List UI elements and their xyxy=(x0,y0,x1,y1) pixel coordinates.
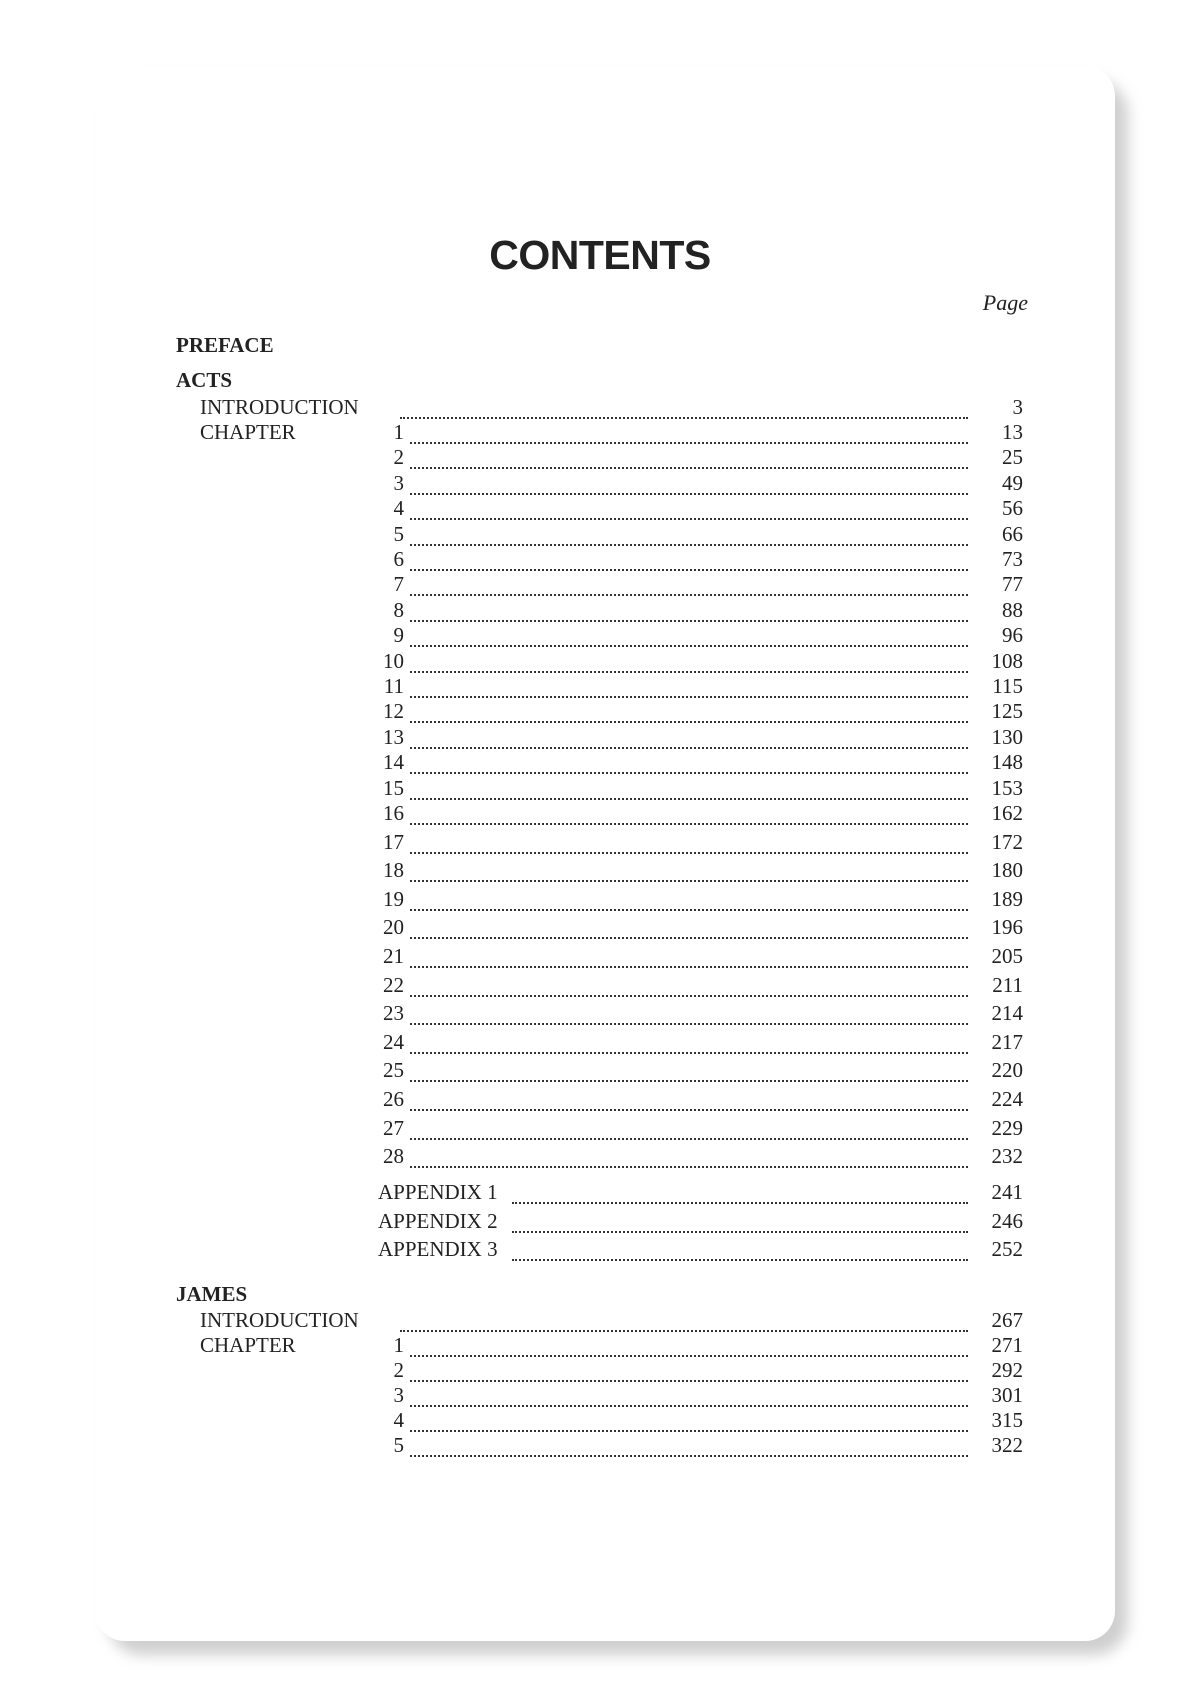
dot-leader xyxy=(410,674,968,698)
chapter-row xyxy=(0,1383,1200,1409)
chapter-row xyxy=(0,522,1200,548)
chapter-row xyxy=(0,776,1200,802)
dot-leader xyxy=(410,1383,968,1407)
acts-introduction-page: 3 xyxy=(1012,395,1023,419)
chapter-page: 315 xyxy=(991,1408,1023,1432)
dot-leader xyxy=(512,1237,968,1261)
chapter-number: 21 xyxy=(383,944,404,968)
chapter-row xyxy=(0,1087,1200,1113)
chapter-number: 22 xyxy=(383,972,404,997)
chapter-page: 172 xyxy=(991,829,1023,854)
chapter-number: 7 xyxy=(393,572,404,597)
chapter-row xyxy=(0,725,1200,751)
chapter-page: 73 xyxy=(1002,547,1023,571)
chapter-row xyxy=(0,471,1200,497)
chapter-row xyxy=(0,887,1200,913)
chapter-row xyxy=(0,445,1200,471)
chapter-row xyxy=(0,944,1200,970)
chapter-page: 153 xyxy=(991,775,1023,800)
chapter-number: 11 xyxy=(383,674,404,698)
dot-leader xyxy=(410,1433,968,1457)
chapter-page: 211 xyxy=(992,972,1023,997)
dot-leader xyxy=(410,944,968,968)
appendix-page: 241 xyxy=(991,1180,1023,1204)
acts-introduction-row xyxy=(0,395,1200,421)
chapter-number: 27 xyxy=(383,1115,404,1140)
dot-leader xyxy=(410,1116,968,1140)
dot-leader xyxy=(410,915,968,939)
acts-introduction-label: INTRODUCTION xyxy=(200,395,359,419)
chapter-page: 205 xyxy=(991,944,1023,968)
dot-leader xyxy=(410,420,968,444)
dot-leader xyxy=(410,471,968,495)
dot-leader xyxy=(512,1209,968,1233)
chapter-page: 232 xyxy=(991,1144,1023,1169)
chapter-page: 88 xyxy=(1002,597,1023,622)
chapter-page: 108 xyxy=(991,648,1023,673)
page-title: CONTENTS xyxy=(489,232,711,278)
chapter-number: 3 xyxy=(393,1383,404,1407)
appendix-row xyxy=(0,1237,1200,1263)
dot-leader xyxy=(410,973,968,997)
dot-leader xyxy=(410,750,968,774)
chapter-page: 322 xyxy=(991,1433,1023,1457)
chapter-number: 19 xyxy=(383,886,404,911)
dot-leader xyxy=(410,547,968,571)
dot-leader xyxy=(512,1180,968,1204)
dot-leader xyxy=(410,598,968,622)
chapter-page: 130 xyxy=(991,724,1023,749)
chapter-number: 4 xyxy=(393,496,404,521)
chapter-row xyxy=(0,674,1200,700)
chapter-page: 162 xyxy=(991,801,1023,825)
chapter-row xyxy=(0,1058,1200,1084)
james-introduction-row xyxy=(0,1308,1200,1334)
dot-leader xyxy=(410,1058,968,1082)
chapter-page: 56 xyxy=(1002,496,1023,521)
dot-leader xyxy=(410,1144,968,1168)
chapter-number: 9 xyxy=(393,623,404,648)
chapter-page: 125 xyxy=(991,699,1023,724)
chapter-number: 20 xyxy=(383,915,404,940)
chapter-row xyxy=(0,750,1200,776)
chapter-row xyxy=(0,1408,1200,1434)
chapter-row xyxy=(0,973,1200,999)
chapter-row xyxy=(0,1333,1200,1359)
chapter-page: 301 xyxy=(991,1383,1023,1407)
chapter-row xyxy=(0,547,1200,573)
chapter-page: 148 xyxy=(991,750,1023,775)
chapter-page: 189 xyxy=(991,886,1023,911)
chapter-page: 220 xyxy=(991,1058,1023,1083)
chapter-number: 2 xyxy=(393,1358,404,1382)
chapter-page: 229 xyxy=(991,1115,1023,1140)
acts-chapter-label: CHAPTER xyxy=(200,420,296,444)
chapter-row xyxy=(0,1030,1200,1056)
chapter-row xyxy=(0,623,1200,649)
acts-heading: ACTS xyxy=(176,368,233,392)
appendix-page: 252 xyxy=(991,1237,1023,1261)
dot-leader xyxy=(410,830,968,854)
chapter-page: 115 xyxy=(992,674,1023,698)
chapter-number: 28 xyxy=(383,1144,404,1169)
chapter-page: 96 xyxy=(1002,623,1023,648)
chapter-number: 5 xyxy=(393,521,404,546)
appendix-label: APPENDIX 1 xyxy=(378,1180,498,1204)
chapter-number: 17 xyxy=(383,829,404,854)
chapter-row xyxy=(0,699,1200,725)
chapter-page: 271 xyxy=(991,1333,1023,1357)
chapter-number: 15 xyxy=(383,775,404,800)
james-chapter-label: CHAPTER xyxy=(200,1333,296,1357)
chapter-page: 77 xyxy=(1002,572,1023,597)
chapter-number: 8 xyxy=(393,597,404,622)
page-column-label: Page xyxy=(982,290,1028,315)
chapter-number: 26 xyxy=(383,1087,404,1111)
dot-leader xyxy=(410,858,968,882)
chapter-number: 24 xyxy=(383,1029,404,1054)
chapter-number: 4 xyxy=(393,1408,404,1432)
james-introduction-page: 267 xyxy=(991,1308,1023,1332)
appendix-row xyxy=(0,1180,1200,1206)
chapter-page: 224 xyxy=(991,1087,1023,1111)
chapter-row xyxy=(0,1116,1200,1142)
chapter-number: 23 xyxy=(383,1001,404,1026)
dot-leader xyxy=(410,887,968,911)
chapter-row xyxy=(0,420,1200,446)
dot-leader xyxy=(410,1001,968,1025)
dot-leader xyxy=(410,725,968,749)
chapter-page: 196 xyxy=(991,915,1023,940)
chapter-row xyxy=(0,830,1200,856)
chapter-number: 6 xyxy=(393,547,404,571)
chapter-number: 1 xyxy=(393,420,404,444)
dot-leader xyxy=(410,1358,968,1382)
dot-leader xyxy=(410,496,968,520)
chapter-page: 66 xyxy=(1002,521,1023,546)
dot-leader xyxy=(410,445,968,469)
james-introduction-label: INTRODUCTION xyxy=(200,1308,359,1332)
chapter-row xyxy=(0,858,1200,884)
dot-leader xyxy=(400,1308,968,1332)
chapter-number: 5 xyxy=(393,1433,404,1457)
dot-leader xyxy=(410,776,968,800)
dot-leader xyxy=(410,1030,968,1054)
chapter-page: 13 xyxy=(1002,420,1023,444)
dot-leader xyxy=(410,623,968,647)
chapter-number: 13 xyxy=(383,724,404,749)
james-heading: JAMES xyxy=(176,1282,248,1306)
appendix-page: 246 xyxy=(991,1208,1023,1233)
dot-leader xyxy=(410,1333,968,1357)
dot-leader xyxy=(410,1087,968,1111)
dot-leader xyxy=(410,699,968,723)
chapter-page: 180 xyxy=(991,858,1023,883)
chapter-page: 292 xyxy=(991,1358,1023,1382)
appendix-label: APPENDIX 3 xyxy=(378,1237,498,1261)
chapter-row xyxy=(0,915,1200,941)
chapter-row xyxy=(0,598,1200,624)
chapter-number: 3 xyxy=(393,470,404,495)
chapter-row xyxy=(0,496,1200,522)
dot-leader xyxy=(400,395,968,419)
chapter-number: 16 xyxy=(383,801,404,825)
chapter-row xyxy=(0,649,1200,675)
chapter-page: 25 xyxy=(1002,445,1023,470)
chapter-row xyxy=(0,572,1200,598)
dot-leader xyxy=(410,522,968,546)
chapter-number: 25 xyxy=(383,1058,404,1083)
appendix-label: APPENDIX 2 xyxy=(378,1208,498,1233)
chapter-number: 1 xyxy=(393,1333,404,1357)
chapter-number: 18 xyxy=(383,858,404,883)
chapter-page: 49 xyxy=(1002,470,1023,495)
chapter-page: 214 xyxy=(991,1001,1023,1026)
appendix-row xyxy=(0,1209,1200,1235)
dot-leader xyxy=(410,649,968,673)
preface-heading: PREFACE xyxy=(176,333,274,357)
dot-leader xyxy=(410,1408,968,1432)
chapter-page: 217 xyxy=(991,1029,1023,1054)
chapter-row xyxy=(0,1358,1200,1384)
dot-leader xyxy=(410,801,968,825)
dot-leader xyxy=(410,572,968,596)
chapter-row xyxy=(0,1433,1200,1459)
chapter-number: 10 xyxy=(383,648,404,673)
chapter-number: 14 xyxy=(383,750,404,775)
chapter-number: 2 xyxy=(393,445,404,470)
chapter-row xyxy=(0,1144,1200,1170)
chapter-row xyxy=(0,1001,1200,1027)
chapter-number: 12 xyxy=(383,699,404,724)
chapter-row xyxy=(0,801,1200,827)
